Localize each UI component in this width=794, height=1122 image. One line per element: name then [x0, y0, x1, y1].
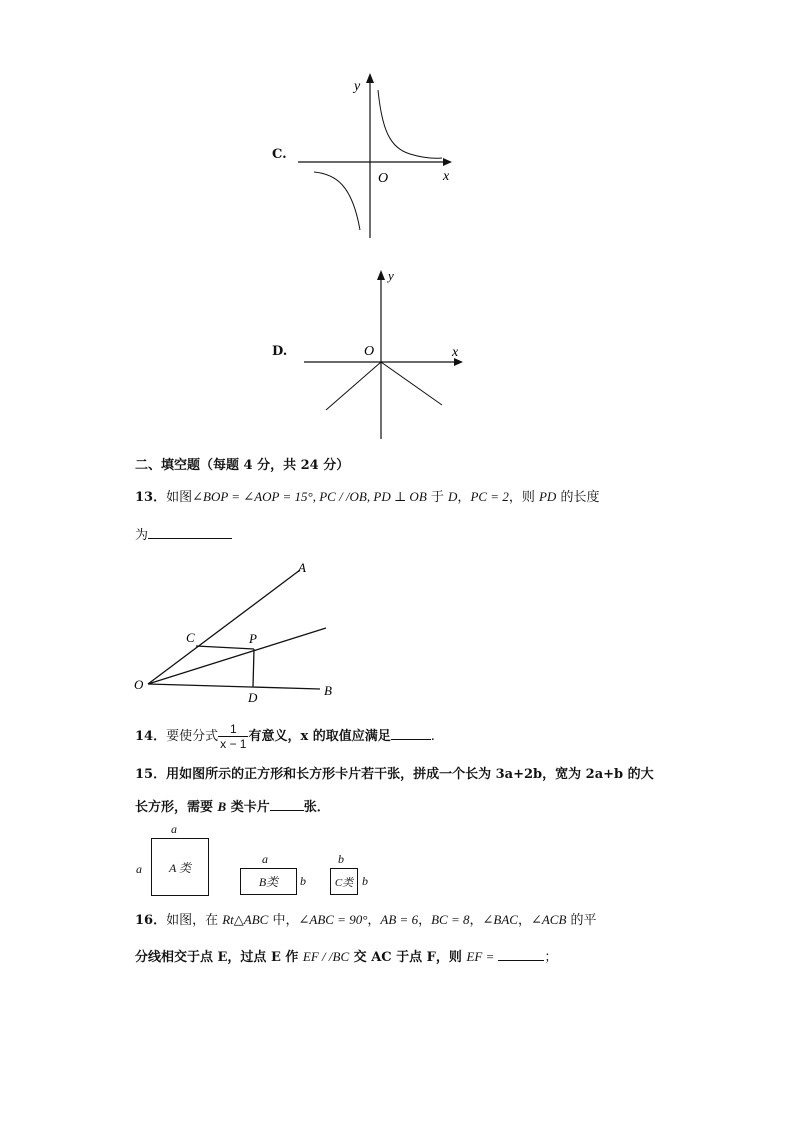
q14-denominator: x − 1: [220, 737, 247, 751]
option-d-x-label: x: [452, 345, 459, 360]
q15-line2: [135, 796, 330, 818]
q13-text-d: ，则: [508, 490, 539, 505]
q16-line1-g: ，: [418, 913, 432, 928]
q13-figure: [128, 558, 348, 708]
q13-text-a: 如图: [166, 490, 193, 505]
option-c-x-label: x: [443, 169, 450, 184]
q13-label-c: C: [186, 630, 195, 645]
option-c-label: C.: [272, 147, 287, 162]
q16-line2-a: 分线相交于点 E，过点 E 作: [135, 950, 303, 965]
q14-end: .: [430, 729, 435, 744]
section-title: 二、填空题（每题 4 分，共 24 分）: [135, 458, 350, 473]
q13-number: 13．: [135, 490, 167, 505]
q16-line2: [135, 946, 557, 968]
q13-ray-ob: [148, 684, 320, 689]
q16-line1-e: ，: [367, 913, 381, 928]
option-c-y-arrow: [366, 73, 374, 83]
q13-point-d: D: [448, 489, 458, 504]
q13-ray-oa: [148, 570, 300, 684]
q16-line1-c: 中，: [268, 913, 299, 928]
q16-line1-b: Rt△ABC: [222, 912, 269, 927]
option-d-origin-label: O: [364, 344, 375, 359]
q14-line: [135, 719, 435, 755]
card-a-side-label: a: [136, 862, 142, 876]
q16-line1-f: AB = 6: [380, 912, 419, 927]
option-c-curve-q1: [378, 90, 442, 158]
card-b-label: B类: [258, 875, 279, 889]
card-a: [151, 838, 209, 896]
card-b-side-label: b: [300, 874, 306, 888]
q16-line1-h: BC = 8: [431, 912, 470, 927]
q16-line1-j: ∠BAC: [482, 912, 518, 927]
option-c-graph: [290, 70, 460, 245]
q13-label-b: B: [324, 683, 332, 698]
option-d-right-branch: [381, 362, 442, 405]
card-c: [330, 868, 358, 895]
q14-text-a: 要使分式: [166, 729, 219, 744]
option-d-graph: [300, 265, 470, 443]
q13-text-b: 于: [426, 490, 449, 505]
q16-answer-blank[interactable]: [498, 946, 544, 961]
q15-line1: [135, 765, 654, 785]
q13-label-a: A: [298, 560, 306, 575]
q13-segment-pd: [253, 649, 254, 687]
option-c-curve-q3: [314, 172, 360, 230]
q13-formula2: PC = 2: [470, 489, 509, 504]
q14-text-b: 有意义，x 的取值应满足: [248, 729, 391, 744]
card-c-label: C类: [334, 876, 354, 889]
q16-line2-c: 交 AC 于点 F，则: [349, 950, 467, 965]
card-b: [240, 868, 297, 895]
q14-answer-blank[interactable]: [391, 725, 431, 740]
q16-line1-a: 如图，在: [166, 913, 223, 928]
card-c-side-label: b: [362, 874, 368, 888]
q15-line2-b: B: [217, 799, 227, 814]
q15-line2-a: 长方形，需要: [135, 800, 218, 815]
q16-line1-l: ∠ACB: [530, 912, 567, 927]
option-c-origin-label: O: [378, 171, 389, 186]
option-d-y-label: y: [388, 268, 394, 283]
q13-segment-pc: [196, 646, 254, 649]
q16-line2-e: ；: [544, 950, 558, 965]
q15-line2-d: 张．: [303, 800, 330, 815]
q15-answer-blank[interactable]: [270, 796, 304, 811]
option-c-x-arrow: [443, 158, 452, 166]
q16-line2-b: EF / /BC: [302, 949, 350, 964]
q13-line2: [135, 524, 232, 546]
q13-line2-text: 为: [135, 528, 149, 543]
option-d-left-branch: [326, 362, 381, 410]
q13-formula3: PD: [538, 489, 557, 504]
q13-label-d: D: [248, 690, 258, 705]
card-a-label: A 类: [168, 860, 192, 875]
q13-text-e: 的长度: [556, 490, 600, 505]
card-a-top-label: a: [171, 822, 177, 836]
q13-label-p: P: [249, 631, 257, 646]
option-c-y-label: y: [354, 79, 361, 94]
q16-line1-d: ∠ABC = 90°: [298, 912, 368, 927]
option-d-y-arrow: [377, 270, 385, 280]
q14-fraction: [218, 722, 248, 751]
q16-line1-i: ，: [469, 913, 483, 928]
q15-line2-c: 类卡片: [226, 800, 270, 815]
q14-numerator: 1: [229, 722, 237, 736]
q15-line1-text: 用如图所示的正方形和长方形卡片若干张，拼成一个长为 3a+2b，宽为 2a+b 的大: [166, 767, 654, 782]
q13-ray-op: [148, 628, 326, 684]
q15-number: 15．: [135, 767, 167, 782]
q16-line2-d: EF =: [466, 949, 495, 964]
q13-text-c: ，: [457, 490, 471, 505]
q16-line1-k: ，: [517, 913, 531, 928]
q13-answer-blank[interactable]: [148, 524, 232, 539]
q13-line1: [135, 487, 599, 508]
card-c-top-label: b: [338, 852, 344, 866]
q14-number: 14．: [135, 729, 167, 744]
q13-formula: ∠BOP = ∠AOP = 15°, PC / /OB, PD ⊥ OB: [192, 489, 427, 504]
q16-number: 16．: [135, 913, 167, 928]
option-d-label: D.: [272, 344, 288, 359]
q13-label-o: O: [134, 677, 144, 692]
q16-line1-m: 的平: [566, 913, 597, 928]
q16-line1: [135, 910, 597, 931]
card-b-top-label: a: [262, 852, 268, 866]
